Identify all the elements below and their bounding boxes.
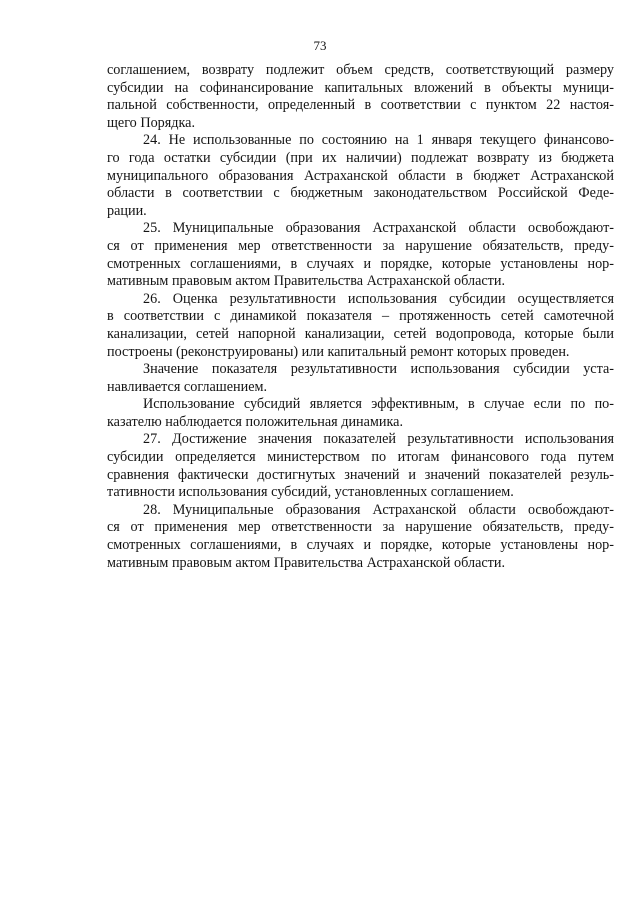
text-line: соглашением, возврату подлежит объем средств, соответствующий размеру <box>107 62 614 78</box>
text-line: в соответствии с динамикой показателя – протяженность сетей самотечной <box>107 308 614 325</box>
page-number: 73 <box>313 38 327 53</box>
text-line: канализации, сетей напорной канализации, сетей водопровода, которые были <box>107 325 614 342</box>
text-line: субсидии на софинансирование капитальных вложений в объекты муници- <box>107 79 614 96</box>
paragraph-28-first-line: 28. Муниципальные образования Астраханской области освобождают- <box>143 501 614 518</box>
text-line: мативным правовым актом Правительства Астраханской области. <box>107 554 506 571</box>
text-line: области в соответствии с бюджетным законодательством Российской Феде- <box>107 185 614 202</box>
text-line: рации. <box>107 202 147 219</box>
paragraph-26-first-line: 26. Оценка результативности использования субсидии осуществляется <box>143 290 614 307</box>
text-line: пальной собственности, определенный в соответствии с пунктом 22 настоя- <box>107 97 614 114</box>
text-line: ся от применения мер ответственности за нарушение обязательств, преду- <box>107 519 614 536</box>
text-line: мативным правовым актом Правительства Астраханской области. <box>107 273 506 290</box>
text-line: щего Порядка. <box>107 114 196 131</box>
text-line: смотренных соглашениями, в случаях и порядке, которые установлены нор- <box>107 255 614 272</box>
paragraph-25-first-line: 25. Муниципальные образования Астраханской области освобождают- <box>143 220 614 237</box>
text-line: субсидии определяется министерством по итогам финансового года путем <box>107 449 614 466</box>
text-line: казателю наблюдается положительная динамика. <box>107 413 404 430</box>
text-line: тативности использования субсидий, установленных соглашением. <box>107 484 514 501</box>
paragraph-27-first-line: 27. Достижение значения показателей результативности использования <box>143 431 614 448</box>
text-line: сравнения фактически достигнутых значений и значений показателей резуль- <box>107 466 614 483</box>
text-line: муниципального образования Астраханской области в бюджет Астраханской <box>107 167 614 184</box>
text-line: го года остатки субсидии (при их наличии) подлежат возврату из бюджета <box>107 149 614 166</box>
body-text <box>107 62 614 572</box>
text-line: навливается соглашением. <box>107 378 268 395</box>
paragraph-24-first-line: 24. Не использованные по состоянию на 1 января текущего финансово- <box>143 132 614 149</box>
paragraph-first-line: Значение показателя результативности использования субсидии уста- <box>143 361 614 378</box>
text-line: смотренных соглашениями, в случаях и порядке, которые установлены нор- <box>107 537 614 554</box>
text-line: ся от применения мер ответственности за нарушение обязательств, преду- <box>107 237 614 254</box>
paragraph-first-line: Использование субсидий является эффективным, в случае если по по- <box>143 396 614 413</box>
text-line: построены (реконструированы) или капитальный ремонт которых проведен. <box>107 343 570 360</box>
